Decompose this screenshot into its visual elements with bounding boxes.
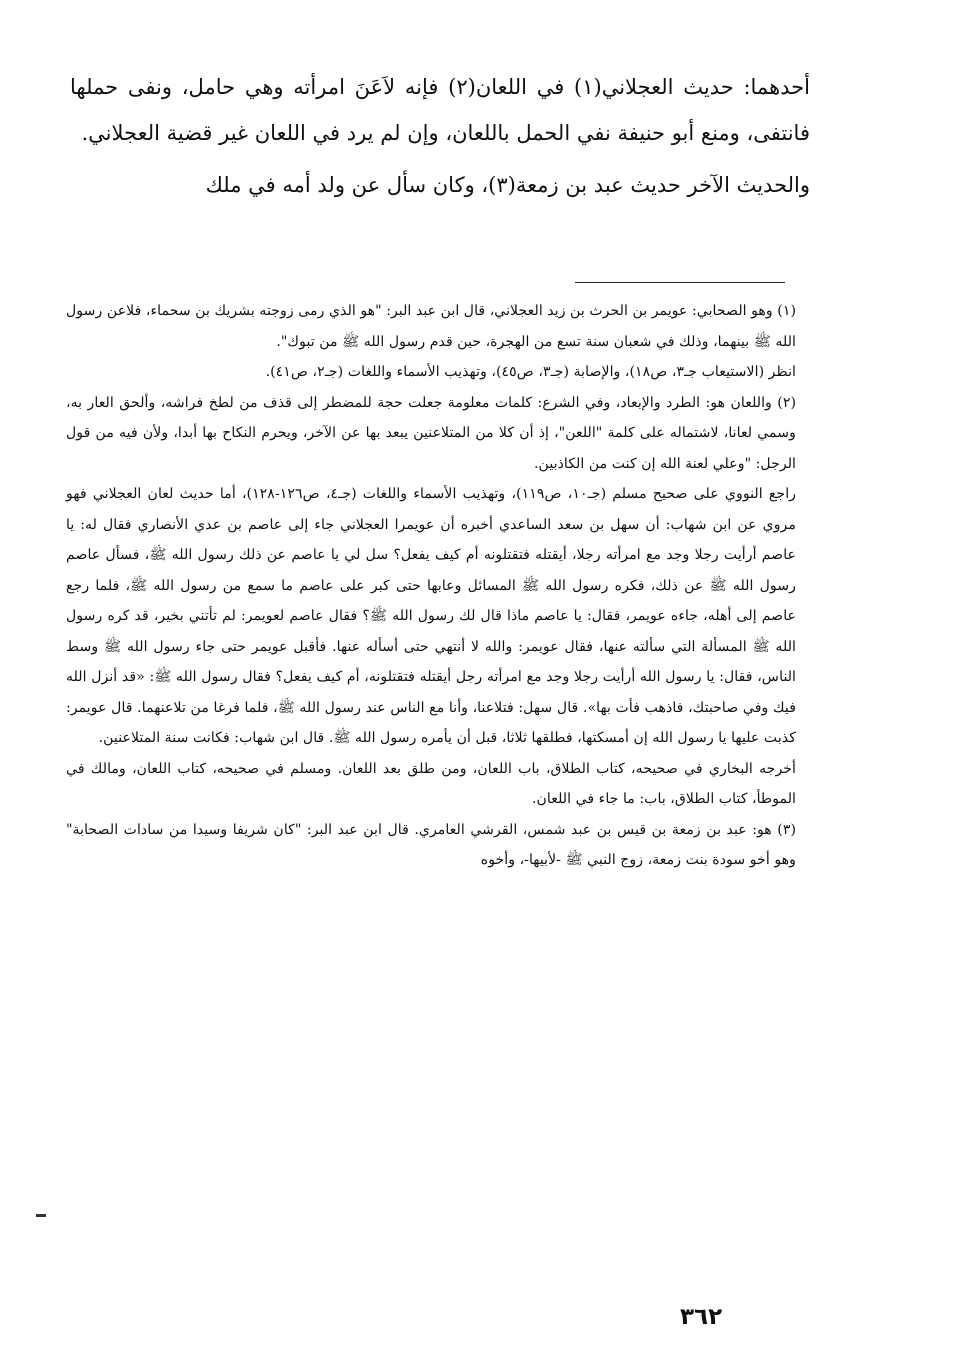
footnote-2-source: أخرجه البخاري في صحيحه، كتاب الطلاق، باب اللعان، ومن طلق بعد اللعان. ومسلم في صحيحه، كتاب اللعان، ومالك في الموطأ، كتاب الطلاق، باب: ما جاء في اللعان. bbox=[66, 760, 796, 807]
footnote-1-text: (١) وهو الصحابي: عويمر بن الحرث بن زيد العجلاني، قال ابن عبد البر: "هو الذي رمى زوجته بشريك بن سحماء، فلاعن رسول الله ﷺ بينهما، وذلك في شعبان سنة تسع من الهجرة، حين قدم رسول الله ﷺ من تبوك". bbox=[66, 303, 796, 350]
main-paragraph-2: والحديث الآخر حديث عبد بن زمعة(٣)، وكان سأل عن ولد أمه في ملك bbox=[205, 173, 810, 197]
footnote-3 bbox=[66, 815, 796, 876]
footnote-2 bbox=[66, 388, 796, 815]
main-body-text bbox=[70, 64, 810, 208]
footnote-1 bbox=[66, 296, 796, 388]
page-number: ٣٦٢ bbox=[680, 1304, 723, 1330]
main-paragraph-1: أحدهما: حديث العجلاني(١) في اللعان(٢) فإنه لاَعَنَ امرأته وهي حامل، ونفى حملها فانتفى، ومنع أبو حنيفة نفي الحمل باللعان، وإن لم يرد في اللعان غير قضية العجلاني. bbox=[70, 75, 810, 145]
footnote-1-reference: انظر (الاستيعاب جـ٣، ص١٨)، والإصابة (جـ٣، ص٤٥)، وتهذيب الأسماء واللغات (جـ٢، ص٤١). bbox=[265, 364, 796, 380]
scan-edge-mark bbox=[36, 1214, 46, 1217]
footnotes-section bbox=[66, 296, 796, 876]
footnote-3-text: (٣) هو: عبد بن زمعة بن قيس بن عبد شمس، القرشي العامري. قال ابن عبد البر: "كان شريفا وسيدا من سادات الصحابة" وهو أخو سودة بنت زمعة، زوج النبي ﷺ -لأبيها-، وأخوه bbox=[66, 821, 796, 868]
footnote-2-reference: راجع النووي على صحيح مسلم (جـ١٠، ص١١٩)، وتهذيب الأسماء واللغات (جـ٤، ص١٢٦-١٢٨)، أما حديث لعان العجلاني فهو مروي عن ابن شهاب: أن سهل بن سعد الساعدي أخبره أن عويمرا العجلاني جاء إلى عاصم بن عدي الأنصاري فقال له: يا عاصم أرأيت رجلا وجد مع امرأته رجلا، أيقتله فتقتلونه أم كيف يفعل؟ سل لي يا عاصم عن ذلك رسول الله ﷺ، فسأل عاصم رسول الله ﷺ عن ذلك، فكره رسول الله ﷺ المسائل وعابها حتى كبر على عاصم ما سمع من رسول الله ﷺ، فلما رجع عاصم إلى أهله، جاءه عويمر، فقال: يا عاصم ماذا قال لك رسول الله ﷺ؟ فقال عاصم لعويمر: لم تأتني بخير، قد كره رسول الله ﷺ المسألة التي سألته عنها، فقال عويمر: والله لا أنتهي حتى أسأله عنها. فأقبل عويمر حتى جاء رسول الله ﷺ وسط الناس، فقال: يا رسول الله أرأيت رجلا وجد مع امرأته رجل أيقتله فتقتلونه، أم كيف يفعل؟ فقال رسول الله ﷺ: «قد أنزل الله فيك وفي صاحبتك، فاذهب فأت بها». قال سهل: فتلاعنا، وأنا مع الناس عند رسول الله ﷺ، فلما فرغا من تلاعنهما. قال عويمر: كذبت عليها يا رسول الله إن أمسكتها، فطلقها ثلاثا، قبل أن يأمره رسول الله ﷺ. قال ابن شهاب: فكانت سنة المتلاعنين. bbox=[66, 486, 796, 746]
footnote-separator bbox=[575, 282, 785, 283]
footnote-2-text: (٢) واللعان هو: الطرد والإبعاد، وفي الشرع: كلمات معلومة جعلت حجة للمضطر إلى قذف من لطخ فراشه، وألحق العار به، وسمي لعانا، لاشتماله على كلمة "اللعن"، إذ أن كلا من المتلاعنين يبعد بها عن الآخر، ويحرم النكاح بها أبدا، ولأن فيه من قول الرجل: "وعلي لعنة الله إن كنت من الكاذبين. bbox=[66, 394, 796, 472]
